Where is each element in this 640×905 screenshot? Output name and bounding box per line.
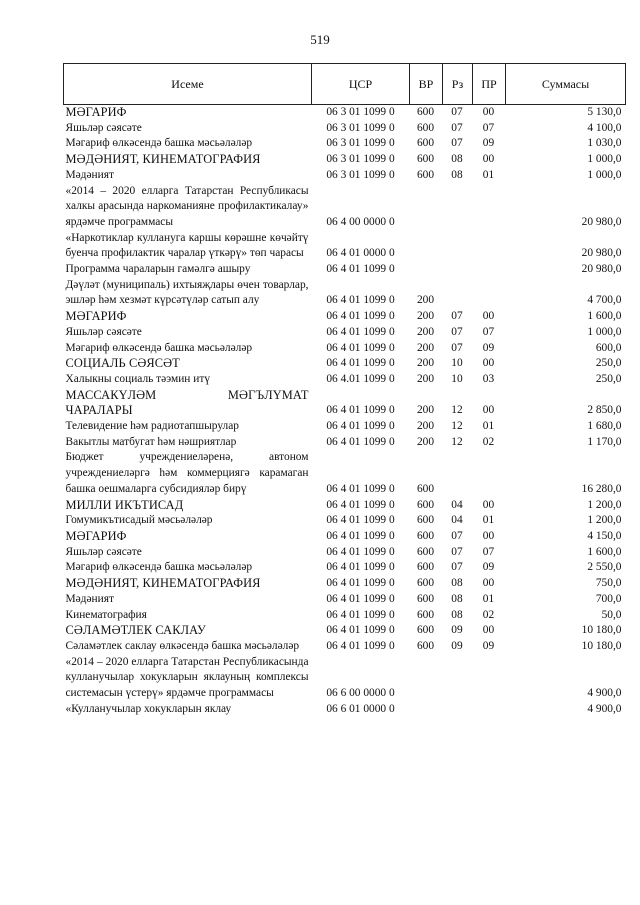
row-vr-cell: 200	[416, 420, 435, 433]
table-row	[64, 309, 626, 325]
row-vr-cell	[410, 702, 443, 718]
row-pr-cell: 01	[482, 514, 495, 527]
row-pr-cell: 07	[482, 545, 495, 558]
row-pr-cell	[473, 184, 506, 231]
row-sum-cell: 4 700,0	[587, 294, 622, 307]
table-row	[64, 498, 626, 514]
table-row	[64, 435, 626, 451]
table-row	[64, 356, 626, 372]
row-sum-cell: 250,0	[595, 372, 622, 385]
row-vr-cell: 600	[416, 498, 435, 511]
table-row	[64, 105, 626, 121]
row-csr-cell: 06 4 01 1099 0	[326, 577, 395, 590]
header-sum: Суммасы	[506, 64, 626, 105]
row-vr-cell: 600	[416, 482, 435, 495]
row-sum-cell: 700,0	[595, 592, 622, 605]
row-name-cell: Мәгариф өлкәсендә башка мәсьәләләр	[65, 561, 253, 574]
row-rz-cell	[443, 262, 473, 278]
row-name-cell: МАССАКҮЛӘМ МӘГЪЛҮМАТ ЧАРАЛАРЫ	[65, 387, 309, 418]
row-pr-cell	[473, 702, 506, 718]
row-name-cell: Дәүләт (муниципаль) ихтыяҗлары өчен товарлар, эшләр һәм хезмәт күрсәтүләр сатып алу	[65, 278, 309, 307]
row-rz-cell	[443, 450, 473, 497]
row-sum-cell: 1 600,0	[587, 310, 622, 323]
row-csr-cell: 06 4 00 0000 0	[326, 215, 395, 228]
row-name-cell: МӘГАРИФ	[65, 528, 127, 543]
row-name-cell: «Кулланучылар хокукларын яклау	[65, 702, 232, 715]
table-header-row	[64, 64, 626, 105]
row-rz-cell: 04	[451, 514, 463, 527]
row-pr-cell: 01	[482, 592, 495, 605]
row-csr-cell: 06 4.01 1099 0	[326, 372, 395, 385]
row-sum-cell: 1 000,0	[587, 168, 622, 181]
row-vr-cell: 600	[416, 577, 435, 590]
row-sum-cell: 4 150,0	[587, 529, 622, 542]
row-sum-cell: 10 180,0	[581, 639, 622, 652]
row-sum-cell: 1 200,0	[587, 498, 622, 511]
row-rz-cell: 07	[451, 121, 463, 134]
row-pr-cell: 01	[482, 168, 495, 181]
row-pr-cell	[473, 450, 506, 497]
row-pr-cell: 00	[482, 357, 495, 370]
row-sum-cell: 20 980,0	[581, 263, 622, 276]
row-name-cell: «2014 – 2020 елларга Татарстан Республикасында кулланучылар хокукларын яклауның комплексы системасын үстерү» ярдәмче программасы	[65, 655, 309, 700]
row-vr-cell: 600	[416, 121, 435, 134]
table-row	[64, 231, 626, 262]
row-rz-cell: 07	[451, 341, 463, 354]
row-vr-cell: 600	[416, 624, 435, 637]
row-rz-cell: 07	[451, 310, 463, 323]
row-pr-cell	[473, 655, 506, 702]
row-name-cell: СӘЛАМӘТЛЕК САКЛАУ	[65, 623, 206, 638]
row-rz-cell	[443, 184, 473, 231]
row-sum-cell: 250,0	[595, 357, 622, 370]
row-name-cell: МӘГАРИФ	[65, 309, 127, 324]
row-pr-cell: 03	[482, 372, 495, 385]
row-name-cell: МИЛЛИ ИКЪТИСАД	[65, 497, 184, 512]
row-pr-cell: 02	[482, 608, 495, 621]
row-name-cell: Яшьләр сәясәте	[65, 121, 142, 134]
row-name-cell: Яшьләр сәясәте	[65, 545, 142, 558]
row-pr-cell: 09	[482, 137, 495, 150]
row-pr-cell: 00	[482, 404, 495, 417]
row-csr-cell: 06 4 01 1099 0	[326, 263, 395, 276]
row-name-cell: Мәгариф өлкәсендә башка мәсьәләләр	[65, 341, 253, 354]
row-rz-cell: 09	[451, 624, 463, 637]
header-vr: ВР	[410, 64, 443, 105]
row-rz-cell: 09	[451, 639, 463, 652]
row-name-cell: СОЦИАЛЬ СӘЯСӘТ	[65, 356, 180, 371]
row-rz-cell: 07	[451, 561, 463, 574]
row-name-cell: МӘГАРИФ	[65, 105, 127, 119]
row-vr-cell	[410, 262, 443, 278]
table-row	[64, 623, 626, 639]
row-vr-cell: 600	[416, 592, 435, 605]
table-row	[64, 152, 626, 168]
row-vr-cell	[410, 655, 443, 702]
row-pr-cell: 07	[482, 325, 495, 338]
row-sum-cell: 1 170,0	[587, 435, 622, 448]
table-row	[64, 372, 626, 388]
row-name-cell: «2014 – 2020 елларга Татарстан Республикасы халкы арасында наркоманияне профилактикалау» ярдәмче программасы	[65, 184, 309, 228]
row-rz-cell: 08	[451, 153, 463, 166]
row-rz-cell: 12	[451, 435, 463, 448]
row-rz-cell: 08	[451, 168, 463, 181]
row-csr-cell: 06 4 01 1099 0	[326, 498, 395, 511]
table-row	[64, 184, 626, 231]
row-rz-cell	[443, 278, 473, 309]
row-sum-cell: 1 200,0	[587, 514, 622, 527]
row-vr-cell: 200	[416, 372, 435, 385]
row-pr-cell	[473, 262, 506, 278]
row-vr-cell: 200	[416, 310, 435, 323]
row-rz-cell: 07	[451, 545, 463, 558]
row-pr-cell: 02	[482, 435, 495, 448]
header-rz: Рз	[443, 64, 473, 105]
row-csr-cell: 06 4 01 1099 0	[326, 341, 395, 354]
row-name-cell: Бюджет учреждениеләренә, автоном учреждениеләргә һәм коммерциягә карамаган башка оешмаларга субсидияләр бирү	[65, 451, 309, 495]
header-name: Исеме	[64, 64, 312, 105]
row-sum-cell: 50,0	[601, 608, 622, 621]
row-vr-cell: 200	[416, 341, 435, 354]
row-pr-cell: 07	[482, 121, 495, 134]
table-row	[64, 388, 626, 419]
row-csr-cell: 06 4 01 1099 0	[326, 404, 395, 417]
row-sum-cell: 5 130,0	[587, 106, 622, 118]
row-csr-cell: 06 4 01 1099 0	[326, 624, 395, 637]
header-csr: ЦСР	[312, 64, 410, 105]
row-name-cell: Телевидение һәм радиотапшырулар	[65, 420, 239, 433]
row-sum-cell: 750,0	[595, 577, 622, 590]
budget-table	[63, 63, 626, 717]
row-sum-cell: 4 900,0	[587, 702, 622, 715]
row-csr-cell: 06 4 01 1099 0	[326, 310, 395, 323]
table-row	[64, 576, 626, 592]
table-row	[64, 702, 626, 718]
row-rz-cell: 08	[451, 608, 463, 621]
row-vr-cell: 200	[416, 357, 435, 370]
row-name-cell: МӘДӘНИЯТ, КИНЕМАТОГРАФИЯ	[65, 576, 261, 591]
table-row	[64, 529, 626, 545]
row-csr-cell: 06 4 01 1099 0	[326, 592, 395, 605]
row-sum-cell: 4 100,0	[587, 121, 622, 134]
row-name-cell: Сәламәтлек саклау өлкәсендә башка мәсьәләләр	[65, 639, 300, 652]
row-pr-cell: 00	[482, 529, 495, 542]
row-rz-cell: 10	[451, 372, 463, 385]
row-vr-cell: 600	[416, 137, 435, 150]
row-csr-cell: 06 4 01 1099 0	[326, 608, 395, 621]
table-row	[64, 560, 626, 576]
row-vr-cell: 600	[416, 153, 435, 166]
row-csr-cell: 06 3 01 1099 0	[326, 121, 395, 134]
row-pr-cell: 00	[482, 153, 495, 166]
row-csr-cell: 06 4 01 1099 0	[326, 561, 395, 574]
row-sum-cell: 10 180,0	[581, 624, 622, 637]
row-csr-cell: 06 3 01 1099 0	[326, 137, 395, 150]
row-csr-cell: 06 4 01 1099 0	[326, 514, 395, 527]
row-pr-cell: 00	[482, 624, 495, 637]
row-vr-cell: 600	[416, 514, 435, 527]
row-vr-cell: 200	[416, 404, 435, 417]
row-csr-cell: 06 3 01 1099 0	[326, 168, 395, 181]
row-sum-cell: 16 280,0	[581, 482, 622, 495]
row-sum-cell: 20 980,0	[581, 215, 622, 228]
row-vr-cell	[410, 184, 443, 231]
row-csr-cell: 06 3 01 1099 0	[326, 153, 395, 166]
table-row	[64, 450, 626, 497]
row-vr-cell: 600	[416, 639, 435, 652]
table-row	[64, 592, 626, 608]
row-csr-cell: 06 4 01 1099 0	[326, 325, 395, 338]
row-pr-cell	[473, 231, 506, 262]
table-row	[64, 513, 626, 529]
row-csr-cell: 06 4 01 0000 0	[326, 247, 395, 260]
row-sum-cell: 20 980,0	[581, 247, 622, 260]
row-vr-cell: 200	[416, 435, 435, 448]
table-row	[64, 136, 626, 152]
row-name-cell: Программа чараларын гамәлгә ашыру	[65, 263, 251, 276]
row-sum-cell: 1 680,0	[587, 420, 622, 433]
row-vr-cell: 600	[416, 106, 435, 118]
row-vr-cell	[410, 231, 443, 262]
row-rz-cell	[443, 655, 473, 702]
row-csr-cell: 06 4 01 1099 0	[326, 435, 395, 448]
row-pr-cell: 09	[482, 639, 495, 652]
table-row	[64, 325, 626, 341]
row-name-cell: Вакытлы матбугат һәм нәшриятлар	[65, 435, 237, 448]
row-csr-cell: 06 4 01 1099 0	[326, 357, 395, 370]
table-row	[64, 639, 626, 655]
row-pr-cell: 09	[482, 341, 495, 354]
row-name-cell: Гомумикътисадый мәсьәләләр	[65, 514, 213, 527]
row-name-cell: «Наркотиклар куллануга каршы көрәшне көчәйтү буенча профилактик чаралар үткәрү» төп чарасы	[65, 231, 309, 260]
table-body	[64, 105, 626, 718]
row-pr-cell: 01	[482, 420, 495, 433]
row-name-cell: Халыкны социаль тәэмин итү	[65, 372, 211, 385]
row-sum-cell: 1 600,0	[587, 545, 622, 558]
budget-table-container	[63, 63, 625, 717]
row-vr-cell: 200	[416, 325, 435, 338]
row-sum-cell: 1 000,0	[587, 325, 622, 338]
row-csr-cell: 06 6 00 0000 0	[326, 687, 395, 700]
row-rz-cell: 07	[451, 137, 463, 150]
table-row	[64, 341, 626, 357]
row-name-cell: Мәдәният	[65, 168, 114, 181]
row-name-cell: Кинематография	[65, 608, 147, 621]
row-csr-cell: 06 4 01 1099 0	[326, 545, 395, 558]
row-sum-cell: 600,0	[595, 341, 622, 354]
row-name-cell: Мәдәният	[65, 592, 114, 605]
row-rz-cell: 08	[451, 592, 463, 605]
row-csr-cell: 06 4 01 1099 0	[326, 639, 395, 652]
table-row	[64, 608, 626, 624]
table-row	[64, 168, 626, 184]
row-vr-cell: 600	[416, 168, 435, 181]
row-pr-cell: 09	[482, 561, 495, 574]
row-pr-cell	[473, 278, 506, 309]
table-row	[64, 545, 626, 561]
row-sum-cell: 1 030,0	[587, 137, 622, 150]
table-row	[64, 419, 626, 435]
table-row	[64, 121, 626, 137]
row-csr-cell: 06 4 01 1099 0	[326, 482, 395, 495]
row-rz-cell: 12	[451, 404, 463, 417]
row-vr-cell: 600	[416, 545, 435, 558]
row-name-cell: Мәгариф өлкәсендә башка мәсьәләләр	[65, 137, 253, 150]
row-vr-cell: 600	[416, 561, 435, 574]
row-pr-cell: 00	[482, 498, 495, 511]
row-pr-cell: 00	[482, 577, 495, 590]
row-rz-cell	[443, 231, 473, 262]
row-pr-cell: 00	[482, 106, 495, 118]
row-vr-cell: 600	[416, 529, 435, 542]
row-name-cell: МӘДӘНИЯТ, КИНЕМАТОГРАФИЯ	[65, 152, 261, 167]
table-row	[64, 655, 626, 702]
row-rz-cell	[443, 702, 473, 718]
row-rz-cell: 08	[451, 577, 463, 590]
row-sum-cell: 2 850,0	[587, 404, 622, 417]
row-csr-cell: 06 4 01 1099 0	[326, 529, 395, 542]
table-row	[64, 278, 626, 309]
row-sum-cell: 2 550,0	[587, 561, 622, 574]
row-csr-cell: 06 6 01 0000 0	[326, 702, 395, 715]
row-csr-cell: 06 4 01 1099 0	[326, 420, 395, 433]
row-name-cell: Яшьләр сәясәте	[65, 325, 142, 338]
table-row	[64, 262, 626, 278]
row-rz-cell: 07	[451, 325, 463, 338]
row-rz-cell: 04	[451, 498, 463, 511]
row-rz-cell: 07	[451, 106, 463, 118]
row-vr-cell: 600	[416, 608, 435, 621]
header-pr: ПР	[473, 64, 506, 105]
row-sum-cell: 1 000,0	[587, 153, 622, 166]
row-csr-cell: 06 3 01 1099 0	[326, 106, 395, 118]
row-csr-cell: 06 4 01 1099 0	[326, 294, 395, 307]
row-pr-cell: 00	[482, 310, 495, 323]
row-vr-cell: 200	[416, 294, 435, 307]
row-sum-cell: 4 900,0	[587, 687, 622, 700]
row-rz-cell: 07	[451, 529, 463, 542]
row-rz-cell: 10	[451, 357, 463, 370]
page-number: 519	[310, 32, 330, 47]
row-rz-cell: 12	[451, 420, 463, 433]
